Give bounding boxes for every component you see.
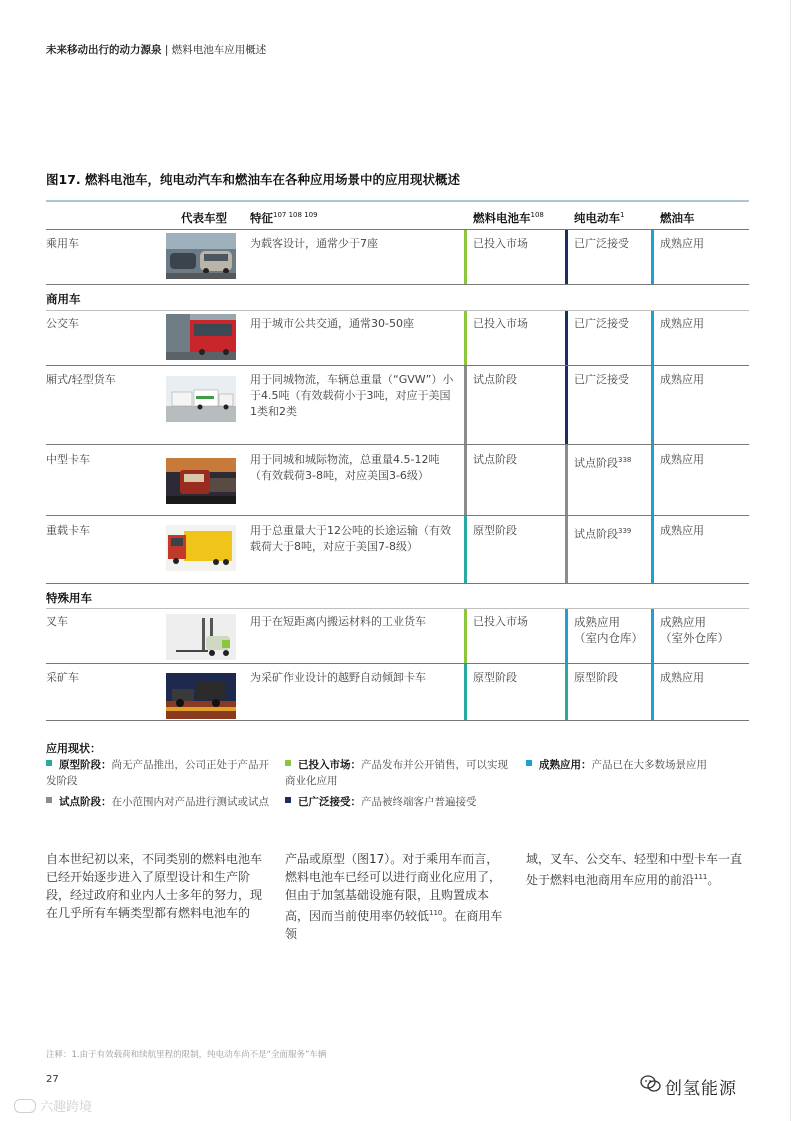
row-feature: 用于同城物流，车辆总重量（“GVW”）小于4.5吨（有效载荷小于3吨，对应于美国1类和2类 — [250, 373, 454, 418]
row-bev-status: 已广泛接受 — [574, 373, 629, 386]
watermark-logo-icon — [14, 1099, 36, 1113]
body-col3-ref: 111 — [694, 873, 708, 881]
row-fcev-status: 已投入市场 — [473, 237, 528, 250]
bev-status-bar — [565, 311, 568, 365]
legend-item-market — [285, 757, 515, 789]
legend-desc: 在小范围内对产品进行测试或试点 — [111, 796, 269, 808]
table-bottom-rule — [46, 720, 749, 721]
ice-status-text: 成熟应用 — [660, 615, 706, 629]
row-feature: 为采矿作业设计的越野自动倾卸卡车 — [250, 671, 426, 684]
col-header-ice: 燃油车 — [660, 211, 695, 225]
legend-desc: 尚无产品推出，公司正处于产品开发阶段 — [46, 759, 269, 787]
watermark-text: 六趣跨境 — [40, 1100, 93, 1115]
row-divider — [46, 365, 749, 366]
ice-status-bar — [651, 311, 654, 365]
footnote: 注释：1.由于有效载荷和续航里程的限制，纯电动车尚不是“全面服务”车辆 — [46, 1050, 327, 1060]
legend-label: 已投入市场： — [298, 759, 361, 771]
legend-swatch — [285, 797, 291, 803]
fcev-status-bar — [464, 664, 467, 720]
body-col2-text: 产品或原型（图17）。对于乘用车而言，燃料电池车已经可以进行商业化应用了，但由于加氢基础设施有限，且购置成本高，因而当前使用率仍较低 — [285, 852, 502, 923]
legend-label: 成熟应用： — [539, 759, 592, 771]
ice-status-bar — [651, 445, 654, 515]
ice-status-bar — [651, 366, 654, 444]
row-name: 乘用车 — [46, 237, 79, 250]
fcev-status-bar — [464, 311, 467, 365]
col-header-bev-text: 纯电动车 — [574, 211, 620, 225]
row-feature: 用于总重量大于12公吨的长途运输（有效载荷大于8吨，对应于美国7-8级） — [250, 524, 451, 553]
bev-status-bar — [565, 664, 568, 720]
row-ice-status: 成熟应用 — [660, 237, 704, 250]
row-bev-status — [574, 614, 643, 646]
group-special: 特殊用车 — [46, 591, 92, 605]
bev-status-bar — [565, 609, 568, 663]
legend-swatch — [46, 797, 52, 803]
body-col3-text: 域，叉车、公交车、轻型和中型卡车一直处于燃料电池商用车应用的前沿 — [526, 852, 743, 887]
fcev-status-bar — [464, 366, 467, 444]
brand-name: 创氢能源 — [665, 1079, 737, 1099]
row-ice-status: 成熟应用 — [660, 453, 704, 466]
bev-status-text: 成熟应用 — [574, 615, 620, 629]
row-fcev-status: 原型阶段 — [473, 524, 517, 537]
legend-title: 应用现状： — [46, 742, 101, 755]
legend-item-pilot — [46, 794, 286, 810]
table-top-rule — [46, 200, 749, 202]
medium-truck-photo — [166, 458, 236, 504]
col-header-fcev — [473, 210, 544, 226]
header-subtitle: 燃料电池车应用概述 — [171, 44, 267, 56]
legend-desc: 产品已在大多数场景应用 — [591, 759, 707, 771]
row-feature: 用于同城和城际物流，总重量4.5-12吨（有效载荷3-8吨，对应美国3-6级） — [250, 453, 440, 482]
col-header-feature — [250, 210, 318, 226]
legend-swatch — [526, 760, 532, 766]
row-divider — [46, 444, 749, 445]
group-divider — [46, 608, 749, 609]
legend-label: 试点阶段： — [59, 796, 112, 808]
col-header-bev — [574, 210, 624, 226]
row-fcev-status: 已投入市场 — [473, 615, 528, 628]
wechat-icon — [640, 1074, 662, 1094]
mining-truck-photo — [166, 673, 236, 719]
row-feature: 为载客设计，通常少于7座 — [250, 237, 378, 250]
bev-status-text: 试点阶段 — [574, 527, 618, 541]
body-column-3 — [526, 850, 748, 889]
ice-status-bar — [651, 609, 654, 663]
body-col2-ref: 110 — [429, 909, 443, 917]
row-ice-status: 成熟应用 — [660, 524, 704, 537]
row-bev-status: 已广泛接受 — [574, 237, 629, 250]
row-fcev-status: 试点阶段 — [473, 373, 517, 386]
row-name: 公交车 — [46, 317, 79, 330]
row-feature: 用于城市公共交通，通常30-50座 — [250, 317, 414, 330]
row-divider — [46, 515, 749, 516]
row-ice-status: 成熟应用 — [660, 373, 704, 386]
figure-title: 图17. 燃料电池车，纯电动汽车和燃油车在各种应用场景中的应用现状概述 — [46, 172, 460, 187]
row-fcev-status: 原型阶段 — [473, 671, 517, 684]
header-divider — [46, 229, 749, 230]
legend-swatch — [285, 760, 291, 766]
row-bev-status: 原型阶段 — [574, 671, 618, 684]
row-bev-status: 已广泛接受 — [574, 317, 629, 330]
row-ice-status: 成熟应用 — [660, 671, 704, 684]
bev-status-ref: 339 — [618, 527, 632, 535]
col-header-feature-refs: 107 108 109 — [273, 211, 318, 220]
legend-item-widely — [285, 794, 525, 810]
row-name: 厢式/轻型货车 — [46, 373, 116, 386]
forklift-photo — [166, 614, 236, 660]
row-name: 重载卡车 — [46, 524, 90, 537]
row-name: 采矿车 — [46, 671, 79, 684]
row-name: 中型卡车 — [46, 453, 90, 466]
page-number: 27 — [46, 1074, 59, 1085]
legend-desc: 产品发布并公开销售，可以实现商业化应用 — [285, 759, 508, 787]
col-header-vehicle: 代表车型 — [181, 211, 227, 225]
bev-status-note: （室内仓库） — [574, 631, 643, 645]
row-feature: 用于在短距离内搬运材料的工业货车 — [250, 615, 426, 628]
col-header-bev-ref: 1 — [620, 211, 625, 220]
row-divider — [46, 583, 749, 584]
row-ice-status: 成熟应用 — [660, 317, 704, 330]
running-header — [46, 42, 266, 57]
ice-status-bar — [651, 664, 654, 720]
ice-status-bar — [651, 516, 654, 583]
fcev-status-bar — [464, 230, 467, 284]
bev-status-bar — [565, 366, 568, 444]
legend-item-mature — [526, 757, 746, 773]
van-photo — [166, 376, 236, 422]
ice-status-note: （室外仓库） — [660, 631, 729, 645]
fcev-status-bar — [464, 445, 467, 515]
legend-swatch — [46, 760, 52, 766]
header-title: 未来移动出行的动力源泉 — [46, 44, 162, 56]
heavy-truck-photo — [166, 525, 236, 571]
row-bev-status — [574, 523, 631, 543]
bev-status-text: 试点阶段 — [574, 456, 618, 470]
page-edge — [790, 0, 791, 1121]
legend-desc: 产品被终端客户普遍接受 — [361, 796, 477, 808]
ice-status-bar — [651, 230, 654, 284]
body-column-2 — [285, 850, 510, 943]
body-col2-tail: 。在商用车领 — [285, 909, 503, 941]
bev-status-bar — [565, 445, 568, 515]
group-divider — [46, 310, 749, 311]
row-ice-status — [660, 614, 729, 646]
row-fcev-status: 已投入市场 — [473, 317, 528, 330]
row-divider — [46, 284, 749, 285]
legend-label: 原型阶段： — [59, 759, 112, 771]
row-divider — [46, 663, 749, 664]
row-fcev-status: 试点阶段 — [473, 453, 517, 466]
col-header-feature-text: 特征 — [250, 211, 273, 225]
bev-status-ref: 338 — [618, 456, 632, 464]
legend-label: 已广泛接受： — [298, 796, 361, 808]
bev-status-bar — [565, 230, 568, 284]
row-name: 叉车 — [46, 615, 68, 628]
fcev-status-bar — [464, 609, 467, 663]
passenger-car-photo — [166, 233, 236, 279]
col-header-fcev-text: 燃料电池车 — [473, 211, 531, 225]
body-column-1: 自本世纪初以来，不同类别的燃料电池车已经开始逐步进入了原型设计和生产阶段，经过政府和业内人士多年的努力，现在几乎所有车辆类型都有燃料电池车的 — [46, 852, 263, 920]
group-commercial: 商用车 — [46, 292, 81, 306]
col-header-fcev-ref: 108 — [530, 211, 544, 220]
header-separator: | — [161, 44, 172, 56]
legend-item-prototype — [46, 757, 278, 789]
watermark — [14, 1096, 92, 1115]
bev-status-bar — [565, 516, 568, 583]
row-bev-status — [574, 452, 631, 472]
body-col3-tail: 。 — [707, 873, 720, 887]
fcev-status-bar — [464, 516, 467, 583]
bus-photo — [166, 314, 236, 360]
